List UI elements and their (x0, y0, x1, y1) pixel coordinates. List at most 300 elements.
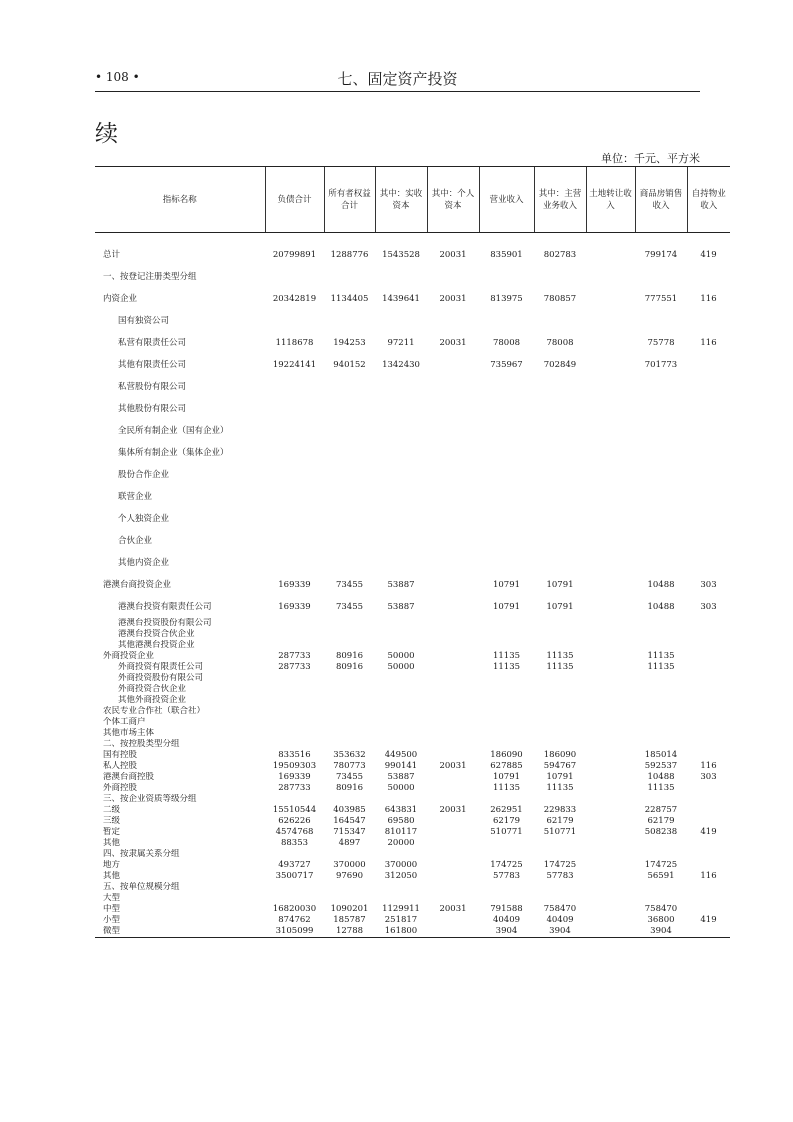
table-cell (324, 717, 375, 728)
table-cell (534, 310, 586, 332)
table-cell (586, 926, 635, 938)
table-cell (534, 486, 586, 508)
table-cell: 20031 (439, 338, 467, 348)
table-cell (479, 640, 534, 651)
table-cell (687, 695, 730, 706)
row-label: 港澳台商控股 (103, 772, 155, 782)
table-cell (427, 651, 479, 662)
table-cell (687, 816, 730, 827)
table-cell (375, 420, 427, 442)
table-cell (375, 893, 427, 904)
table-cell: 758470 (644, 904, 678, 914)
table-row (95, 354, 730, 376)
table-cell (586, 420, 635, 442)
table-cell (265, 728, 324, 739)
table-cell (687, 673, 730, 684)
table-cell (324, 640, 375, 651)
table-cell: 97690 (335, 871, 364, 881)
table-cell (586, 761, 635, 772)
table-cell: 3904 (534, 926, 586, 938)
table-body (95, 233, 730, 938)
table-cell (265, 673, 324, 684)
table-cell (687, 662, 730, 673)
table-row (95, 486, 730, 508)
table-cell: 62179 (546, 816, 574, 826)
table-cell (375, 266, 427, 288)
table-cell (479, 728, 534, 739)
table-cell (427, 739, 479, 750)
table-cell (375, 794, 427, 805)
row-label: 暂定 (103, 827, 121, 837)
table-cell (479, 706, 534, 717)
table-cell (534, 640, 586, 651)
table-cell: 758470 (543, 904, 577, 914)
table-cell (635, 266, 687, 288)
table-cell (375, 717, 427, 728)
table-cell (427, 772, 479, 783)
table-cell: 11135 (492, 783, 521, 793)
table-cell (375, 618, 427, 629)
table-row (95, 915, 730, 926)
table-cell (687, 882, 730, 893)
table-cell (324, 618, 375, 629)
table-cell: 287733 (278, 662, 311, 672)
table-cell: 594767 (543, 761, 577, 771)
table-cell (324, 893, 375, 904)
table-cell: 78008 (546, 338, 574, 348)
table-cell (586, 860, 635, 871)
table-cell (265, 640, 324, 651)
table-cell: 50000 (387, 651, 415, 661)
row-label: 港澳台投资有限责任公司 (118, 602, 212, 612)
row-label: 其他港澳台投资企业 (118, 640, 195, 650)
table-cell: 62179 (647, 816, 675, 826)
table-row (95, 728, 730, 739)
table-cell: 312050 (384, 871, 418, 881)
table-cell (586, 244, 635, 266)
row-label: 私人控股 (103, 761, 138, 771)
table-cell: 20799891 (272, 250, 317, 260)
table-cell (586, 398, 635, 420)
table-cell (427, 640, 479, 651)
table-cell (687, 717, 730, 728)
table-cell: 287733 (278, 783, 311, 793)
table-cell (635, 728, 687, 739)
table-cell (479, 310, 534, 332)
table-cell (427, 354, 479, 376)
table-cell (687, 266, 730, 288)
table-cell (635, 717, 687, 728)
table-row (95, 706, 730, 717)
table-cell: 194253 (333, 338, 366, 348)
data-table (95, 166, 730, 938)
table-cell (427, 310, 479, 332)
table-cell (479, 893, 534, 904)
table-cell (687, 706, 730, 717)
table-cell (687, 508, 730, 530)
table-cell: 835901 (490, 250, 523, 260)
row-label: 外商控股 (103, 783, 138, 793)
table-cell (265, 530, 324, 552)
table-cell: 174725 (644, 860, 678, 870)
table-cell: 20031 (439, 294, 467, 304)
table-cell: 80916 (335, 662, 364, 672)
table-cell (687, 629, 730, 640)
table-cell (635, 420, 687, 442)
row-label: 国有控股 (103, 750, 138, 760)
table-cell (479, 420, 534, 442)
table-cell (586, 640, 635, 651)
table-cell (427, 574, 479, 596)
table-cell (479, 376, 534, 398)
table-cell: 10488 (647, 580, 675, 590)
table-row (95, 464, 730, 486)
row-label: 中型 (103, 904, 121, 914)
table-cell (479, 882, 534, 893)
table-cell: 1342430 (382, 360, 420, 370)
column-header: 所有者权益合计 (324, 167, 375, 233)
table-cell: 73455 (335, 580, 364, 590)
table-cell: 780773 (333, 761, 366, 771)
table-cell: 419 (700, 827, 717, 837)
table-cell (427, 673, 479, 684)
table-cell (265, 618, 324, 629)
table-cell: 1118678 (275, 338, 314, 348)
table-cell: 78008 (492, 338, 521, 348)
table-cell: 627885 (490, 761, 523, 771)
row-label: 其他 (103, 871, 121, 881)
spacer-row (95, 233, 730, 245)
table-cell: 510771 (490, 827, 523, 837)
table-row (95, 574, 730, 596)
table-cell: 97211 (387, 338, 415, 348)
table-cell (324, 684, 375, 695)
column-header: 自持物业收入 (687, 167, 730, 233)
table-cell (324, 420, 375, 442)
table-cell (586, 827, 635, 838)
table-cell: 874762 (278, 915, 311, 925)
table-cell (534, 266, 586, 288)
table-cell: 799174 (644, 250, 678, 260)
table-cell: 185014 (644, 750, 678, 760)
table-cell: 508238 (644, 827, 678, 837)
continued-label: 续 (95, 121, 118, 147)
table-cell: 40409 (492, 915, 521, 925)
table-cell (265, 552, 324, 574)
table-cell: 11135 (647, 662, 675, 672)
row-label: 联营企业 (118, 492, 153, 502)
table-cell (586, 728, 635, 739)
table-cell (586, 662, 635, 673)
table-cell: 116 (700, 294, 717, 304)
table-cell (534, 717, 586, 728)
row-label: 地方 (103, 860, 121, 870)
table-cell (479, 717, 534, 728)
table-cell (324, 530, 375, 552)
table-cell: 36800 (647, 915, 675, 925)
row-label: 其他内资企业 (118, 558, 170, 568)
table-cell (586, 750, 635, 761)
table-cell: 715347 (333, 827, 366, 837)
table-row (95, 651, 730, 662)
table-cell (324, 398, 375, 420)
table-row (95, 783, 730, 794)
table-cell (427, 849, 479, 860)
table-row (95, 926, 730, 938)
table-cell (265, 684, 324, 695)
table-cell: 780857 (543, 294, 577, 304)
table-cell (586, 783, 635, 794)
table-cell: 20000 (387, 838, 415, 848)
table-row (95, 662, 730, 673)
table-cell (375, 376, 427, 398)
table-cell (586, 651, 635, 662)
table-cell: 10791 (546, 602, 574, 612)
table-cell (586, 376, 635, 398)
table-cell (586, 893, 635, 904)
table-cell: 11135 (647, 783, 675, 793)
table-cell: 53887 (387, 602, 415, 612)
table-cell (586, 706, 635, 717)
table-cell: 40409 (546, 915, 574, 925)
table-row (95, 860, 730, 871)
table-cell (265, 376, 324, 398)
table-cell: 10488 (647, 602, 675, 612)
row-label: 三级 (103, 816, 121, 826)
table-cell (586, 574, 635, 596)
table-cell (586, 805, 635, 816)
row-label: 二、按控股类型分组 (103, 739, 180, 749)
table-cell: 174725 (543, 860, 577, 870)
table-cell (427, 860, 479, 871)
table-cell (427, 717, 479, 728)
table-cell (324, 629, 375, 640)
table-cell (375, 640, 427, 651)
table-cell: 735967 (490, 360, 523, 370)
table-cell (534, 376, 586, 398)
table-cell (324, 728, 375, 739)
table-cell: 1134405 (330, 294, 369, 304)
table-cell (534, 684, 586, 695)
table-cell (687, 860, 730, 871)
table-cell: 940152 (333, 360, 366, 370)
table-cell (265, 420, 324, 442)
unit-label: 单位：千元、平方米 (601, 152, 700, 165)
table-row (95, 310, 730, 332)
table-row (95, 761, 730, 772)
table-cell (427, 629, 479, 640)
table-cell (586, 332, 635, 354)
table-cell: 10791 (492, 602, 521, 612)
table-cell: 169339 (278, 580, 311, 590)
table-cell (586, 915, 635, 926)
table-cell (687, 926, 730, 938)
table-cell: 169339 (278, 772, 311, 782)
table-cell (586, 354, 635, 376)
table-cell (635, 486, 687, 508)
table-cell: 50000 (387, 783, 415, 793)
table-cell (324, 695, 375, 706)
table-cell (324, 464, 375, 486)
table-cell (586, 673, 635, 684)
table-cell: 80916 (335, 651, 364, 661)
table-cell (324, 266, 375, 288)
table-cell (687, 486, 730, 508)
table-cell (534, 849, 586, 860)
table-cell (687, 849, 730, 860)
table-cell (586, 629, 635, 640)
table-cell (635, 464, 687, 486)
table-cell (265, 739, 324, 750)
table-cell (375, 849, 427, 860)
table-cell (427, 442, 479, 464)
table-cell (586, 684, 635, 695)
table-cell (427, 420, 479, 442)
table-cell: 1439641 (382, 294, 420, 304)
table-cell (586, 552, 635, 574)
column-header: 其中：主营业务收入 (534, 167, 586, 233)
table-cell: 802783 (543, 250, 577, 260)
table-cell (479, 508, 534, 530)
table-cell: 11135 (492, 662, 521, 672)
table-cell (265, 882, 324, 893)
table-cell (635, 398, 687, 420)
table-cell (534, 838, 586, 849)
table-cell (586, 904, 635, 915)
table-row (95, 442, 730, 464)
table-cell: 62179 (492, 816, 521, 826)
table-cell (586, 871, 635, 882)
table-cell (427, 827, 479, 838)
table-cell (375, 508, 427, 530)
table-cell (427, 728, 479, 739)
table-cell (687, 398, 730, 420)
column-header: 指标名称 (95, 167, 265, 233)
table-row (95, 244, 730, 266)
table-cell (265, 849, 324, 860)
table-cell (375, 728, 427, 739)
table-cell: 1543528 (382, 250, 420, 260)
table-cell (586, 288, 635, 310)
table-cell (479, 739, 534, 750)
table-cell: 1129911 (382, 904, 420, 914)
table-cell (586, 618, 635, 629)
table-cell (586, 695, 635, 706)
table-row (95, 640, 730, 651)
table-cell (324, 310, 375, 332)
chapter-title: 七、固定资产投资 (337, 70, 458, 88)
table-cell (265, 266, 324, 288)
row-label: 其他股份有限公司 (118, 404, 187, 414)
table-cell (479, 849, 534, 860)
table-cell: 419 (700, 915, 717, 925)
table-cell (534, 794, 586, 805)
table-cell (427, 552, 479, 574)
table-cell (586, 266, 635, 288)
row-label: 私营股份有限公司 (118, 382, 187, 392)
table-cell: 353632 (333, 750, 366, 760)
row-label: 小型 (103, 915, 121, 925)
table-cell (586, 849, 635, 860)
table-cell (687, 750, 730, 761)
table-cell (534, 508, 586, 530)
table-row (95, 596, 730, 618)
table-cell (479, 486, 534, 508)
table-cell: 303 (700, 580, 717, 590)
table-cell (635, 376, 687, 398)
table-header-row (95, 167, 730, 233)
table-cell (687, 376, 730, 398)
table-cell: 626226 (278, 816, 311, 826)
table-row (95, 794, 730, 805)
table-cell: 449500 (384, 750, 418, 760)
row-label: 外商投资合伙企业 (118, 684, 187, 694)
row-label: 港澳台投资合伙企业 (118, 629, 195, 639)
table-cell (479, 673, 534, 684)
table-cell: 69580 (387, 816, 415, 826)
table-cell (479, 684, 534, 695)
table-cell (479, 695, 534, 706)
table-cell (265, 893, 324, 904)
table-cell (427, 618, 479, 629)
table-cell (687, 530, 730, 552)
row-label: 其他有限责任公司 (118, 360, 187, 370)
table-cell (534, 706, 586, 717)
table-cell (586, 838, 635, 849)
column-header: 其中：个人资本 (427, 167, 479, 233)
row-label: 四、按隶属关系分组 (103, 849, 180, 859)
table-cell: 702849 (543, 360, 577, 370)
table-row (95, 772, 730, 783)
table-cell (375, 673, 427, 684)
table-cell: 3904 (635, 926, 687, 938)
column-header: 土地转让收入 (586, 167, 635, 233)
table-cell (586, 464, 635, 486)
table-cell: 833516 (278, 750, 311, 760)
table-cell (427, 915, 479, 926)
table-cell (375, 684, 427, 695)
table-cell: 164547 (333, 816, 366, 826)
table-cell: 10488 (647, 772, 675, 782)
table-cell (375, 530, 427, 552)
page-header (95, 67, 700, 92)
row-label: 其他市场主体 (103, 728, 155, 738)
table-cell (635, 882, 687, 893)
table-row (95, 673, 730, 684)
table-cell: 11135 (546, 651, 574, 661)
table-cell (687, 838, 730, 849)
table-cell: 403985 (333, 805, 366, 815)
row-label: 私营有限责任公司 (118, 338, 187, 348)
table-cell (427, 695, 479, 706)
table-cell (375, 464, 427, 486)
row-label: 其他外商投资企业 (118, 695, 187, 705)
table-cell (534, 464, 586, 486)
table-cell (375, 882, 427, 893)
table-row (95, 618, 730, 629)
table-row (95, 684, 730, 695)
row-label: 外商投资股份有限公司 (118, 673, 204, 683)
table-cell (375, 629, 427, 640)
table-cell: 10791 (546, 580, 574, 590)
table-cell: 19509303 (272, 761, 317, 771)
table-cell (687, 651, 730, 662)
table-row (95, 288, 730, 310)
row-label: 二级 (103, 805, 121, 815)
table-cell (265, 794, 324, 805)
page-number: • 108 • (95, 70, 140, 84)
table-cell (324, 552, 375, 574)
